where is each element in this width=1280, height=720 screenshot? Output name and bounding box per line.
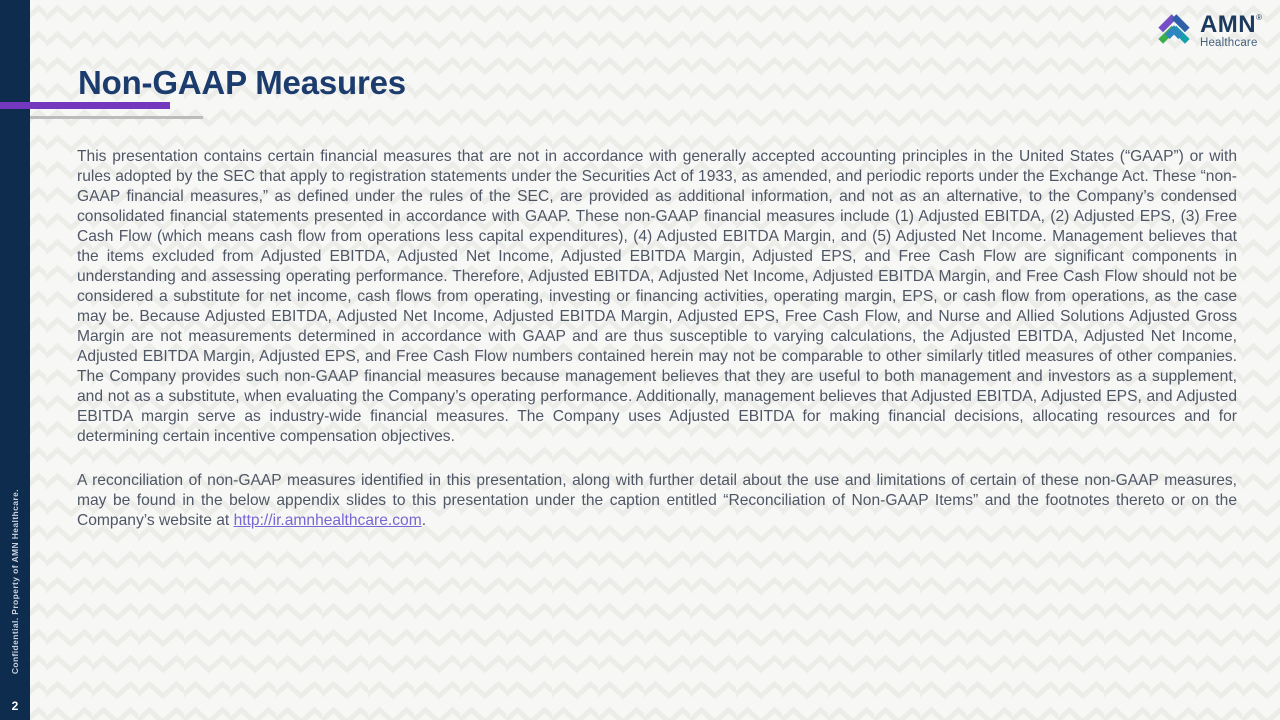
registered-trademark-symbol: ® [1256, 13, 1262, 23]
title-accent-line [0, 102, 170, 109]
logo-text [1200, 13, 1262, 50]
title-divider-line [30, 116, 203, 119]
page-number: 2 [11, 699, 19, 713]
disclaimer-paragraph-2 [77, 471, 1237, 531]
company-logo [1155, 10, 1262, 53]
page-title: Non-GAAP Measures [78, 64, 406, 102]
disclaimer-paragraph-1: This presentation contains certain financial measures that are not in accordance with generally accepted accounting principles in the United States (“GAAP”) or with rules adopted by the SEC that apply to registration statements under the Securities Act of 1933, as amended, and periodic reports under the Exchange Act. These “non-GAAP financial measures,” as defined under the rules of the SEC, are provided as additional information, and not as an alternative, to the Company’s condensed consolidated financial statements presented in accordance with GAAP. These non-GAAP financial measures include (1) Adjusted EBITDA, (2) Adjusted EPS, (3) Free Cash Flow (which means cash flow from operations less capital expenditures), (4) Adjusted EBITDA Margin, and (5) Adjusted Net Income. Management believes that the items excluded from Adjusted EBITDA, Adjusted Net Income, Adjusted EBITDA Margin, Adjusted EPS, and Free Cash Flow are significant components in understanding and assessing operating performance. Therefore, Adjusted EBITDA, Adjusted Net Income, Adjusted EBITDA Margin, and Free Cash Flow should not be considered a substitute for net income, cash flows from operating, investing or financing activities, operating margin, EPS, or cash flow from operations, as the case may be. Because Adjusted EBITDA, Adjusted Net Income, Adjusted EBITDA Margin, Adjusted EPS, Free Cash Flow, and Nurse and Allied Solutions Adjusted Gross Margin are not measurements determined in accordance with GAAP and are thus susceptible to varying calculations, the Adjusted EBITDA, Adjusted Net Income, Adjusted EBITDA Margin, Adjusted EPS, and Free Cash Flow numbers contained herein may not be comparable to other similarly titled measures of other companies. The Company provides such non-GAAP financial measures because management believes that they are useful to both management and investors as a supplement, and not as a substitute, when evaluating the Company’s operating performance. Additionally, management believes that Adjusted EBITDA, Adjusted EPS, and Adjusted EBITDA margin serve as industry-wide financial measures. The Company uses Adjusted EBITDA for making financial decisions, allocating resources and for determining certain incentive compensation objectives. [77, 148, 1237, 445]
disclaimer-body [77, 147, 1237, 531]
logo-division-name: Healthcare [1199, 37, 1258, 50]
investor-relations-link[interactable]: http://ir.amnhealthcare.com [233, 512, 422, 529]
paragraph-2-text: A reconciliation of non-GAAP measures identified in this presentation, along with further detail about the use and limitations of certain of these non-GAAP measures, may be found in the below appendix slides to this presentation under the caption entitled “Reconciliation of Non-GAAP Items” and the footnotes thereto or on the Company’s website at [77, 472, 1237, 529]
paragraph-2-period: . [421, 512, 427, 529]
confidential-note: Confidential. Property of AMN Healthcare. [10, 488, 20, 674]
logo-company-name: AMN [1199, 11, 1257, 39]
amn-chevron-logo-icon [1155, 10, 1193, 53]
